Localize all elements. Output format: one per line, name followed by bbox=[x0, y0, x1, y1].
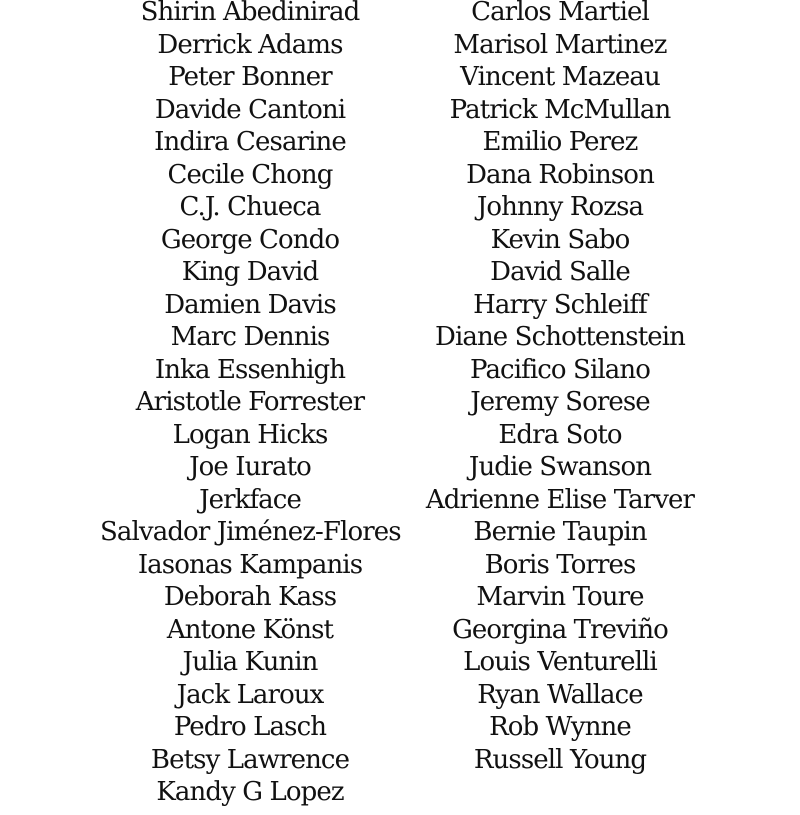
artist-name: C.J. Chueca bbox=[179, 192, 321, 222]
artist-name: Emilio Perez bbox=[482, 127, 638, 157]
artist-name: Carlos Martiel bbox=[471, 0, 649, 27]
artist-column-right bbox=[410, 0, 710, 776]
artist-name: Ryan Wallace bbox=[477, 679, 643, 710]
artist-name: Derrick Adams bbox=[157, 29, 343, 60]
artist-name: Davide Cantoni bbox=[154, 94, 346, 125]
artist-name: Cecile Chong bbox=[167, 159, 333, 190]
artist-name: Kandy G Lopez bbox=[156, 777, 344, 807]
artist-name: Marisol Martinez bbox=[453, 29, 667, 60]
artist-column-left bbox=[100, 0, 400, 809]
artist-name: Jerkface bbox=[199, 484, 301, 515]
artist-name: Bernie Taupin bbox=[473, 517, 647, 547]
artist-name: David Salle bbox=[490, 257, 630, 287]
artist-name: King David bbox=[181, 257, 319, 287]
artist-name: Johnny Rozsa bbox=[476, 192, 644, 222]
artist-name: Georgina Treviño bbox=[452, 614, 668, 645]
artist-name: Iasonas Kampanis bbox=[137, 549, 363, 580]
artist-name: Aristotle Forrester bbox=[135, 387, 365, 417]
artist-name: George Condo bbox=[160, 224, 340, 255]
artist-name: Indira Cesarine bbox=[154, 127, 346, 157]
artist-name: Adrienne Elise Tarver bbox=[425, 484, 695, 515]
artist-name: Louis Venturelli bbox=[463, 647, 657, 677]
artist-name: Boris Torres bbox=[484, 549, 636, 580]
artist-name: Shirin Abedinirad bbox=[140, 0, 360, 27]
artist-name: Russell Young bbox=[473, 744, 647, 775]
artist-name: Pedro Lasch bbox=[173, 712, 327, 742]
artist-name: Logan Hicks bbox=[172, 419, 328, 450]
artist-name: Edra Soto bbox=[498, 419, 622, 450]
artist-name: Jeremy Sorese bbox=[470, 387, 650, 417]
artist-name: Peter Bonner bbox=[168, 62, 332, 92]
artist-name: Damien Davis bbox=[164, 289, 336, 320]
artist-name: Julia Kunin bbox=[182, 647, 318, 677]
artist-name: Jack Laroux bbox=[176, 679, 324, 710]
artist-name: Judie Swanson bbox=[468, 452, 652, 482]
artist-name: Betsy Lawrence bbox=[150, 744, 350, 775]
artist-name: Marvin Toure bbox=[476, 582, 644, 612]
artist-name: Rob Wynne bbox=[489, 712, 631, 742]
artist-name: Patrick McMullan bbox=[449, 94, 671, 125]
artist-name: Vincent Mazeau bbox=[460, 62, 660, 92]
artist-name: Salvador Jiménez-Flores bbox=[100, 517, 401, 547]
artist-name: Harry Schleiff bbox=[473, 289, 647, 320]
artist-name: Antone Könst bbox=[166, 614, 334, 645]
artist-name: Diane Schottenstein bbox=[435, 322, 685, 352]
artist-name: Inka Essenhigh bbox=[154, 354, 346, 385]
artist-name: Pacifico Silano bbox=[470, 354, 650, 385]
artist-name: Kevin Sabo bbox=[490, 224, 630, 255]
artist-name: Dana Robinson bbox=[466, 159, 654, 190]
artist-name: Marc Dennis bbox=[170, 322, 330, 352]
artist-name: Joe Iurato bbox=[189, 452, 311, 482]
artist-name: Deborah Kass bbox=[163, 582, 337, 612]
